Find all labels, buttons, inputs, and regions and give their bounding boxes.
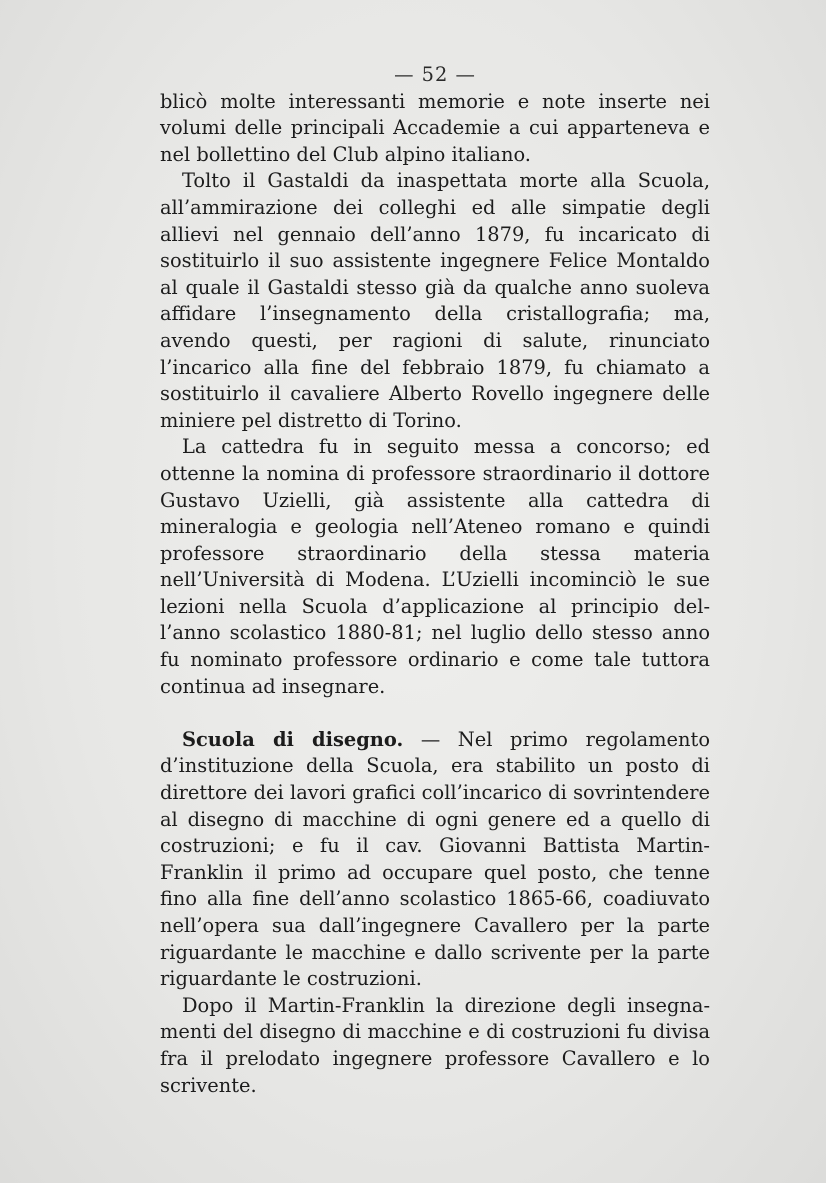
page-text: [160, 62, 710, 1099]
section-spacer: [160, 700, 710, 727]
section-intro-text: — Nel primo regolamento d’instituzione della Scuola, era stabilito un posto di direttore dei lavori grafici coll’incarico di sovrintendere al disegno di macchine di ogni genere ed a quello di costruzioni; e fu il cav. Giovanni Battista Martin-Franklin il primo ad occupare quel posto, che tenne fino alla fine dell’anno scolastico 1865-66, coadiuvato nell’opera sua dall’ingegnere Cavallero per la parte riguardante le macchine e dallo scrivente per la parte riguardante le costruzioni.: [160, 727, 710, 991]
paragraph-2: Tolto il Gastaldi da inaspettata morte alla Scuola, all’ammirazione dei colleghi ed alle simpatie degli allievi nel gennaio dell’anno 1879, fu incaricato di sostituirlo il suo assistente ingegnere Felice Montaldo al quale il Gastaldi stesso già da qualche anno suoleva affidare l’insegnamento della cristallografia; ma, avendo questi, per ragioni di salute, rinunciato l’incarico alla fine del febbraio 1879, fu chiamato a sostituirlo il cavaliere Alberto Rovello ingegnere delle miniere pel distretto di Torino.: [160, 169, 710, 432]
section-paragraph-1: [160, 727, 710, 993]
paragraph-3: La cattedra fu in seguito messa a concorso; ed ottenne la nomina di professore straordinario il dottore Gustavo Uzielli, già assistente alla cattedra di mineralogia e geologia nell’Ateneo romano e quindi professore straordinario della stessa materia nell’Università di Modena. L’Uzielli incominciò le sue lezioni nella Scuola d’applicazione al principio dell’anno scolastico 1880-81; nel luglio dello stesso anno fu nominato professore ordinario e come tale tuttora continua ad insegnare.: [160, 435, 710, 698]
paragraph-1: blicò molte interessanti memorie e note inserte nei volumi delle principali Accademie a cui apparteneva e nel bollettino del Club alpino italiano.: [160, 89, 710, 166]
section-paragraph-2: Dopo il Martin-Franklin la direzione degli insegnamenti del disegno di macchine e di costruzioni fu divisa fra il prelodato ingegnere professore Cavallero e lo scrivente.: [160, 993, 710, 1097]
page-number: — 52 —: [394, 63, 476, 86]
section-heading: Scuola di disegno.: [182, 727, 404, 751]
